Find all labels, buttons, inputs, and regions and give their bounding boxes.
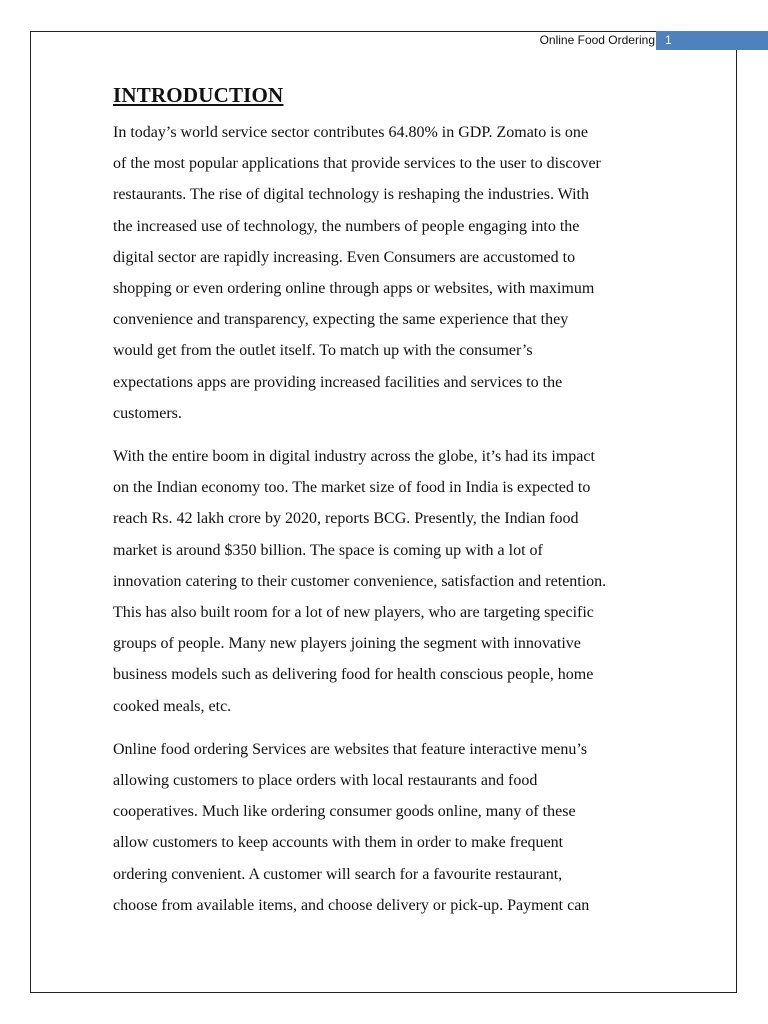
document-body: [113, 81, 658, 933]
text-line: on the Indian economy too. The market size of food in India is expected to: [113, 479, 591, 497]
text-line: expectations apps are providing increased facilities and services to the: [113, 373, 563, 391]
text-line: With the entire boom in digital industry across the globe, it’s had its impact: [113, 448, 595, 466]
text-line: Online food ordering Services are websites that feature interactive menu’s: [113, 740, 588, 758]
text-line: This has also built room for a lot of new players, who are targeting specific: [113, 604, 594, 622]
paragraph-1: [113, 117, 658, 429]
text-line: allowing customers to place orders with local restaurants and food: [113, 772, 538, 790]
text-line: In today’s world service sector contributes 64.80% in GDP. Zomato is one: [113, 124, 589, 141]
text-line: reach Rs. 42 lakh crore by 2020, reports BCG. Presently, the Indian food: [113, 510, 579, 528]
text-line: business models such as delivering food for health conscious people, home: [113, 666, 594, 684]
text-line: of the most popular applications that provide services to the user to discover: [113, 155, 601, 173]
paragraph-2: [113, 441, 658, 722]
page-number-badge: 1: [656, 31, 768, 50]
text-line: restaurants. The rise of digital technology is reshaping the industries. With: [113, 186, 589, 204]
text-line: allow customers to keep accounts with them in order to make frequent: [113, 834, 564, 852]
text-line: choose from available items, and choose delivery or pick-up. Payment can: [113, 896, 590, 914]
section-heading: INTRODUCTION: [113, 83, 284, 107]
text-line: shopping or even ordering online through apps or websites, with maximum: [113, 280, 595, 298]
text-line: customers.: [113, 404, 182, 422]
text-line: convenience and transparency, expecting the same experience that they: [113, 311, 569, 329]
text-line: digital sector are rapidly increasing. Even Consumers are accustomed to: [113, 248, 576, 266]
text-line: would get from the outlet itself. To match up with the consumer’s: [113, 342, 533, 360]
text-line: market is around $350 billion. The space is coming up with a lot of: [113, 541, 543, 559]
running-header-title: Online Food Ordering: [539, 33, 655, 47]
paragraph-3: [113, 734, 658, 921]
text-line: groups of people. Many new players joining the segment with innovative: [113, 635, 581, 653]
text-line: innovation catering to their customer convenience, satisfaction and retention.: [113, 572, 607, 590]
text-line: ordering convenient. A customer will search for a favourite restaurant,: [113, 865, 563, 883]
text-line: the increased use of technology, the numbers of people engaging into the: [113, 217, 580, 235]
text-line: cooked meals, etc.: [113, 697, 232, 715]
text-line: cooperatives. Much like ordering consumer goods online, many of these: [113, 803, 576, 821]
